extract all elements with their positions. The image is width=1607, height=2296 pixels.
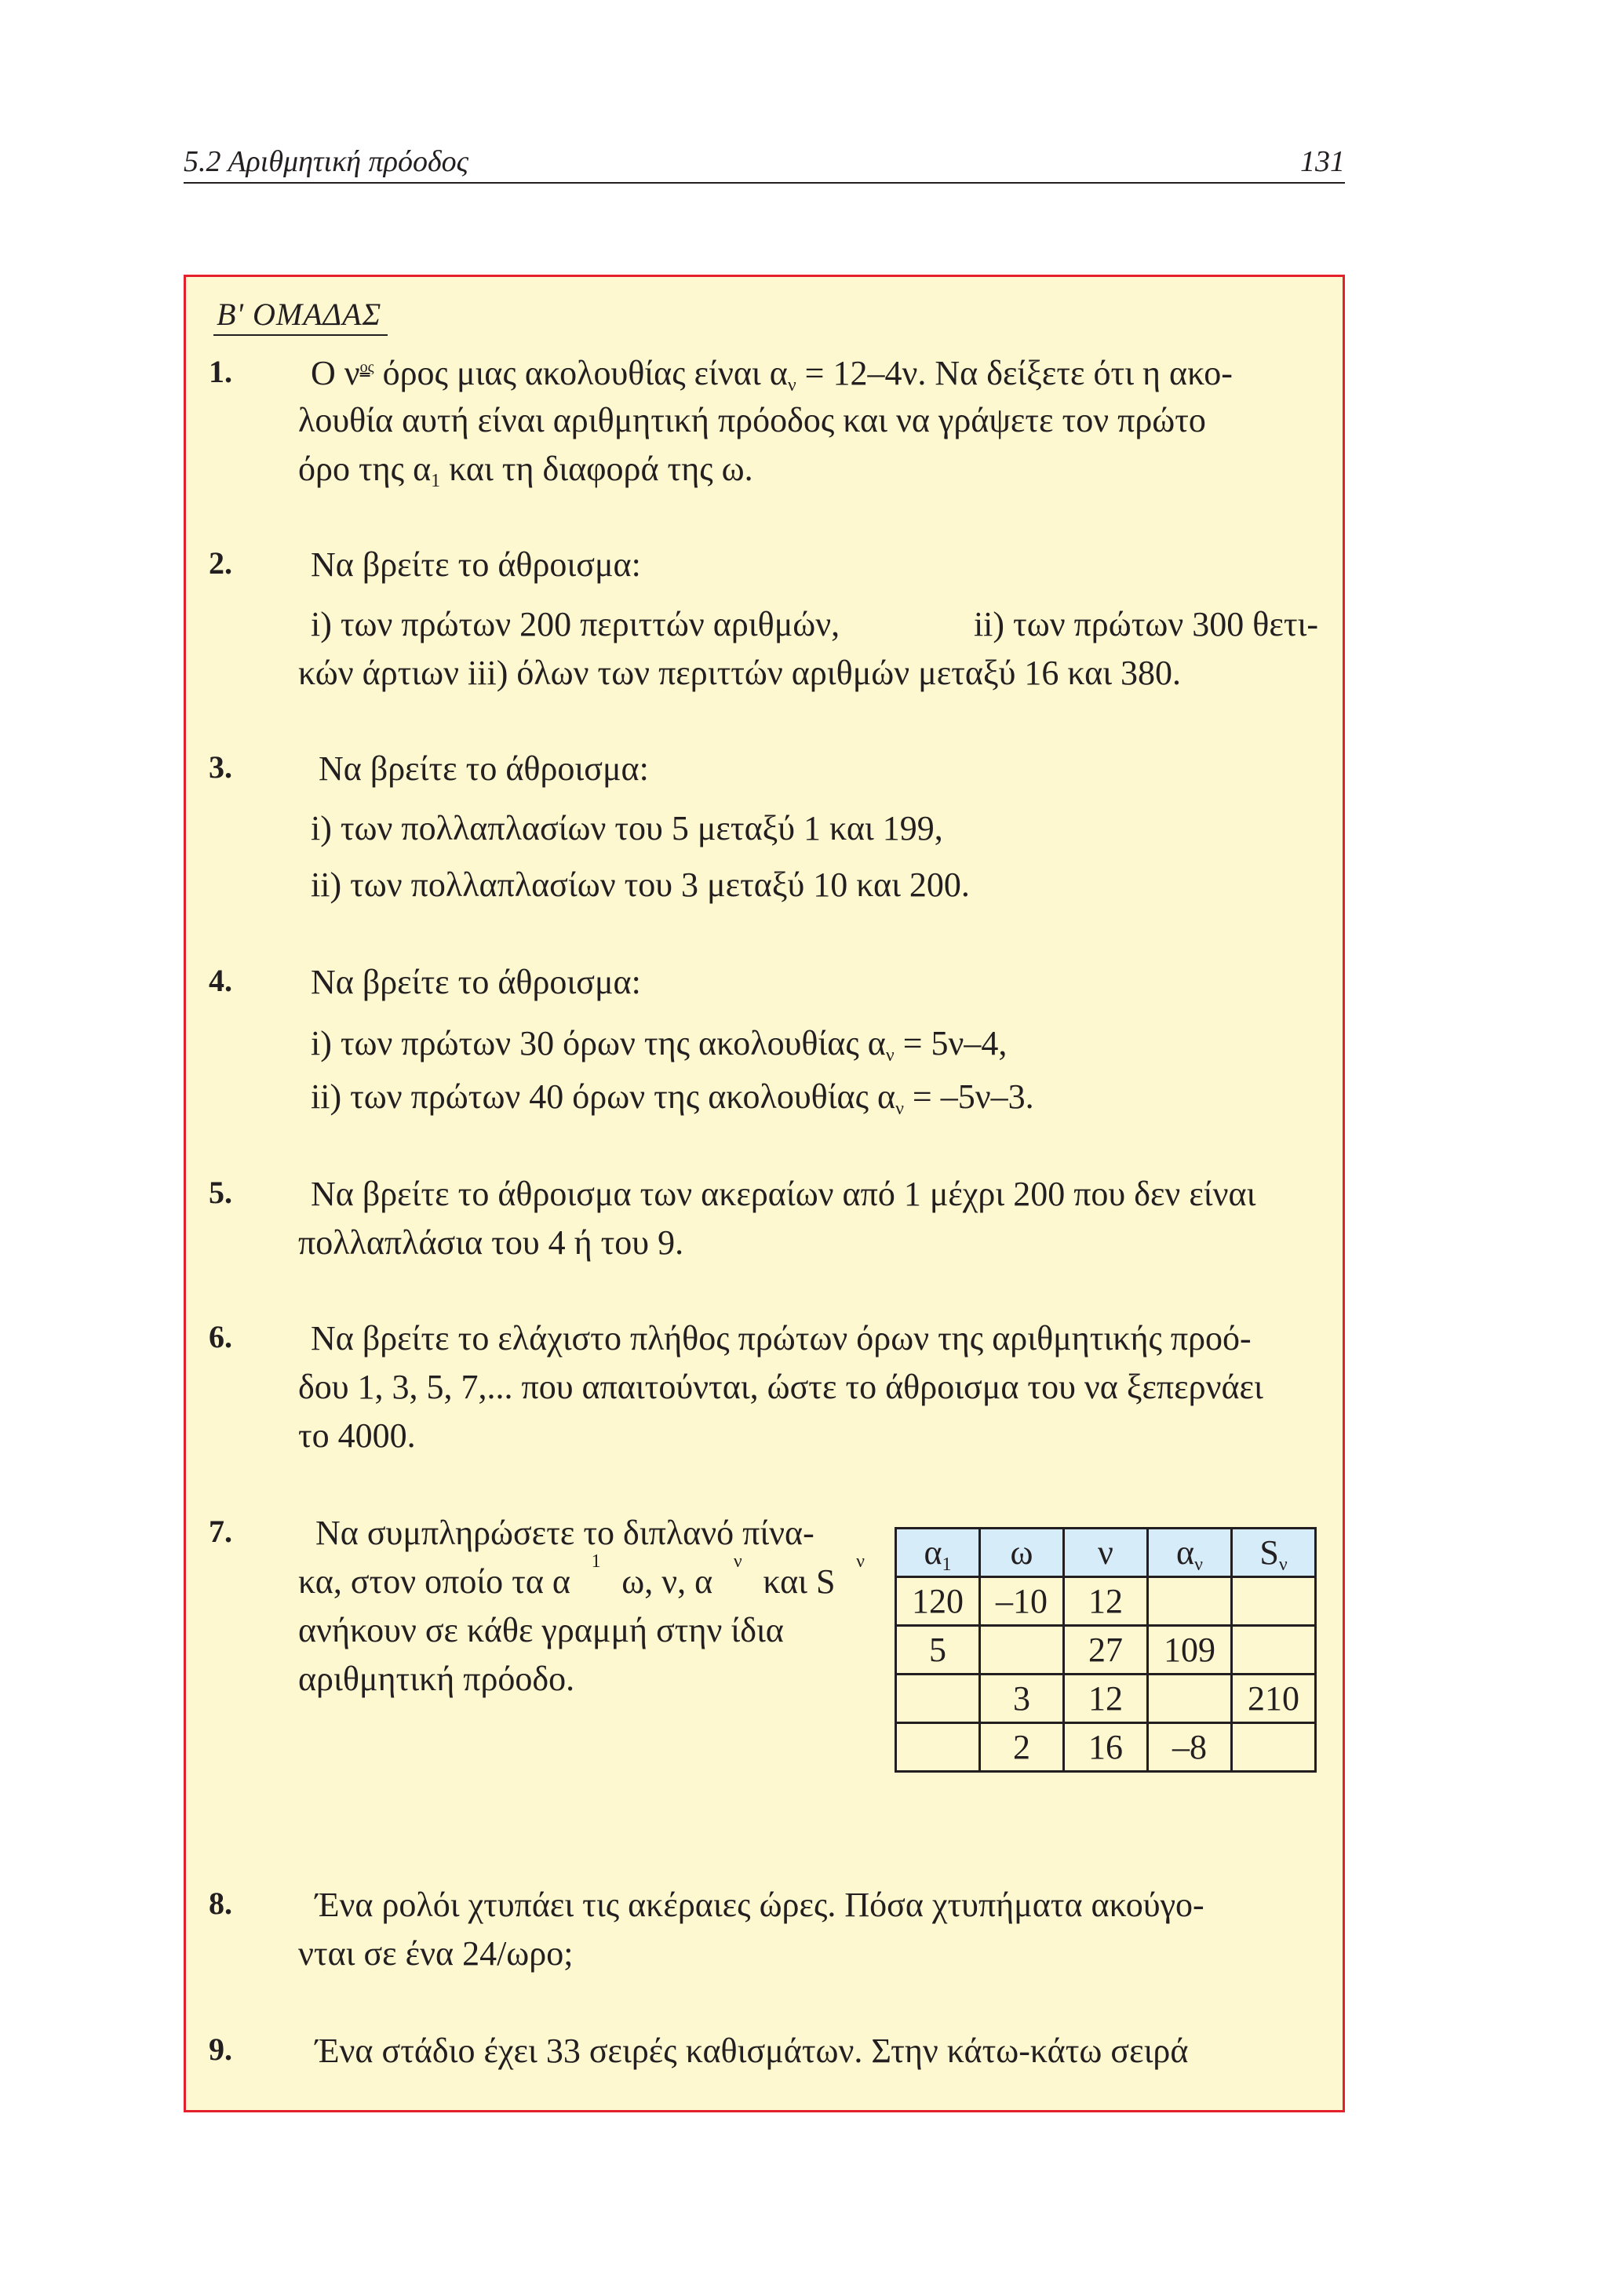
header-subscript: ν	[1194, 1554, 1203, 1575]
page-number: 131	[1300, 145, 1345, 178]
table-body	[896, 1577, 1316, 1772]
table-cell	[1232, 1723, 1316, 1772]
table-header-cell	[1148, 1529, 1232, 1577]
table-row	[896, 1577, 1316, 1626]
text: = –5ν–3.	[903, 1077, 1034, 1116]
table-cell: 120	[896, 1577, 980, 1626]
exercise-line: νται σε ένα 24/ωρο;	[298, 1934, 574, 1973]
table-cell	[896, 1723, 980, 1772]
table-header-row	[896, 1529, 1316, 1577]
superscript: ος	[359, 359, 374, 376]
table-row	[896, 1723, 1316, 1772]
table-cell: 16	[1064, 1723, 1148, 1772]
table-cell: 210	[1232, 1675, 1316, 1723]
exercise-line: Να βρείτε το άθροισμα:	[311, 963, 641, 1001]
header-symbol: α	[924, 1533, 942, 1572]
table-header-cell	[980, 1529, 1064, 1577]
exercise-line: Να συμπληρώσετε το διπλανό πίνα-	[315, 1514, 814, 1552]
exercise-number: 5.	[209, 1175, 232, 1210]
table-cell: –10	[980, 1577, 1064, 1626]
exercise-line: Να βρείτε το άθροισμα:	[319, 749, 649, 788]
exercise-number: 9.	[209, 2032, 232, 2067]
subscript: ν	[733, 1551, 742, 1572]
exercise-line: Να βρείτε το άθροισμα:	[311, 545, 641, 584]
header-symbol: ω	[1010, 1533, 1033, 1572]
exercise-line: ii) των πολλαπλασίων του 3 μεταξύ 10 και 200.	[311, 866, 970, 904]
text: = 12–4ν. Να δείξετε ότι η ακο-	[796, 354, 1233, 392]
exercise-number: 8.	[209, 1886, 232, 1921]
table-cell: 3	[980, 1675, 1064, 1723]
table-cell: 12	[1064, 1577, 1148, 1626]
subscript: ν	[895, 1099, 904, 1119]
table-cell	[1232, 1626, 1316, 1675]
subscript: ν	[885, 1045, 895, 1066]
table-cell: 2	[980, 1723, 1064, 1772]
exercise-line: Ένα στάδιο έχει 33 σειρές καθισμάτων. Στην κάτω-κάτω σειρά	[315, 2032, 1189, 2070]
exercise-number: 7.	[209, 1514, 232, 1549]
exercise-line: Να βρείτε το ελάχιστο πλήθος πρώτων όρων της αριθμητικής προό-	[311, 1319, 1252, 1358]
table-cell	[1148, 1577, 1232, 1626]
exercise-line	[298, 449, 753, 489]
exercise-line: ανήκουν σε κάθε γραμμή στην ίδια	[298, 1611, 784, 1649]
table-cell	[980, 1626, 1064, 1675]
text: ii) των πρώτων 300 θετι-	[973, 605, 1318, 643]
table-row	[896, 1675, 1316, 1723]
exercise-line: Ένα ρολόι χτυπάει τις ακέραιες ώρες. Πόσα χτυπήματα ακούγο-	[315, 1886, 1204, 1924]
exercise-line	[311, 1023, 1008, 1066]
exercise-line: Να βρείτε το άθροισμα των ακεραίων από 1 μέχρι 200 που δεν είναι	[311, 1175, 1256, 1213]
exercise-number: 3.	[209, 749, 232, 785]
page-header	[184, 146, 1345, 184]
text: ω, ν, α	[621, 1562, 713, 1601]
text: = 5ν–4,	[894, 1024, 1008, 1062]
table-cell	[1232, 1577, 1316, 1626]
section-title: 5.2 Αριθμητική πρόοδος	[184, 145, 469, 178]
exercise-line: πολλαπλάσια του 4 ή του 9.	[298, 1223, 684, 1262]
table-cell: 109	[1148, 1626, 1232, 1675]
exercise-line: λουθία αυτή είναι αριθμητική πρόοδος και να γράψετε τον πρώτο	[298, 401, 1206, 439]
exercise-number: 6.	[209, 1319, 232, 1354]
exercise-line	[311, 353, 1318, 393]
group-title: B' ΟΜΑΔΑΣ	[213, 296, 388, 336]
text: i) των πρώτων 30 όρων της ακολουθίας α	[311, 1024, 886, 1062]
subscript: ν	[787, 375, 796, 395]
exercise-number: 1.	[209, 354, 232, 389]
exercise-line: αριθμητική πρόοδο.	[298, 1660, 575, 1698]
text: Ο ν	[311, 354, 360, 392]
exercise-line	[311, 604, 1318, 644]
exercise-line: δου 1, 3, 5, 7,... που απαιτούνται, ώστε το άθροισμα του να ξεπερνάει	[298, 1368, 1263, 1406]
table-header-cell	[1064, 1529, 1148, 1577]
table-header-cell	[896, 1529, 980, 1577]
exercise-line	[298, 1551, 865, 1602]
table-row	[896, 1626, 1316, 1675]
table-cell: 5	[896, 1626, 980, 1675]
subscript: 1	[431, 471, 441, 491]
table-cell	[896, 1675, 980, 1723]
table-cell: –8	[1148, 1723, 1232, 1772]
text: κα, στον οποίο τα α	[298, 1562, 570, 1601]
exercise-number: 4.	[209, 963, 232, 998]
subscript: ν	[856, 1551, 865, 1572]
text: όρος μιας ακολουθίας είναι α	[374, 354, 788, 392]
table-cell: 12	[1064, 1675, 1148, 1723]
text: ii) των πρώτων 40 όρων της ακολουθίας α	[311, 1077, 896, 1116]
exercise-line: κών άρτιων iii) όλων των περιττών αριθμών μεταξύ 16 και 380.	[298, 654, 1182, 692]
header-symbol: α	[1176, 1533, 1195, 1572]
exercise-number: 2.	[209, 545, 232, 581]
text: i) των πρώτων 200 περιττών αριθμών,	[311, 605, 840, 643]
header-subscript: ν	[1278, 1554, 1288, 1575]
text: και τη διαφορά της ω.	[440, 450, 753, 488]
header-symbol: ν	[1098, 1533, 1113, 1572]
text: και S	[763, 1562, 836, 1601]
table-cell	[1148, 1675, 1232, 1723]
progression-table	[895, 1527, 1317, 1773]
exercise-line	[311, 1077, 1034, 1117]
text: όρο της α	[298, 450, 432, 488]
subscript: 1	[591, 1551, 601, 1572]
header-symbol: S	[1259, 1533, 1279, 1572]
exercise-line: το 4000.	[298, 1416, 416, 1455]
table-cell: 27	[1064, 1626, 1148, 1675]
table-header-cell	[1232, 1529, 1316, 1577]
exercise-line: i) των πολλαπλασίων του 5 μεταξύ 1 και 199,	[311, 809, 943, 847]
header-subscript: 1	[942, 1554, 952, 1575]
